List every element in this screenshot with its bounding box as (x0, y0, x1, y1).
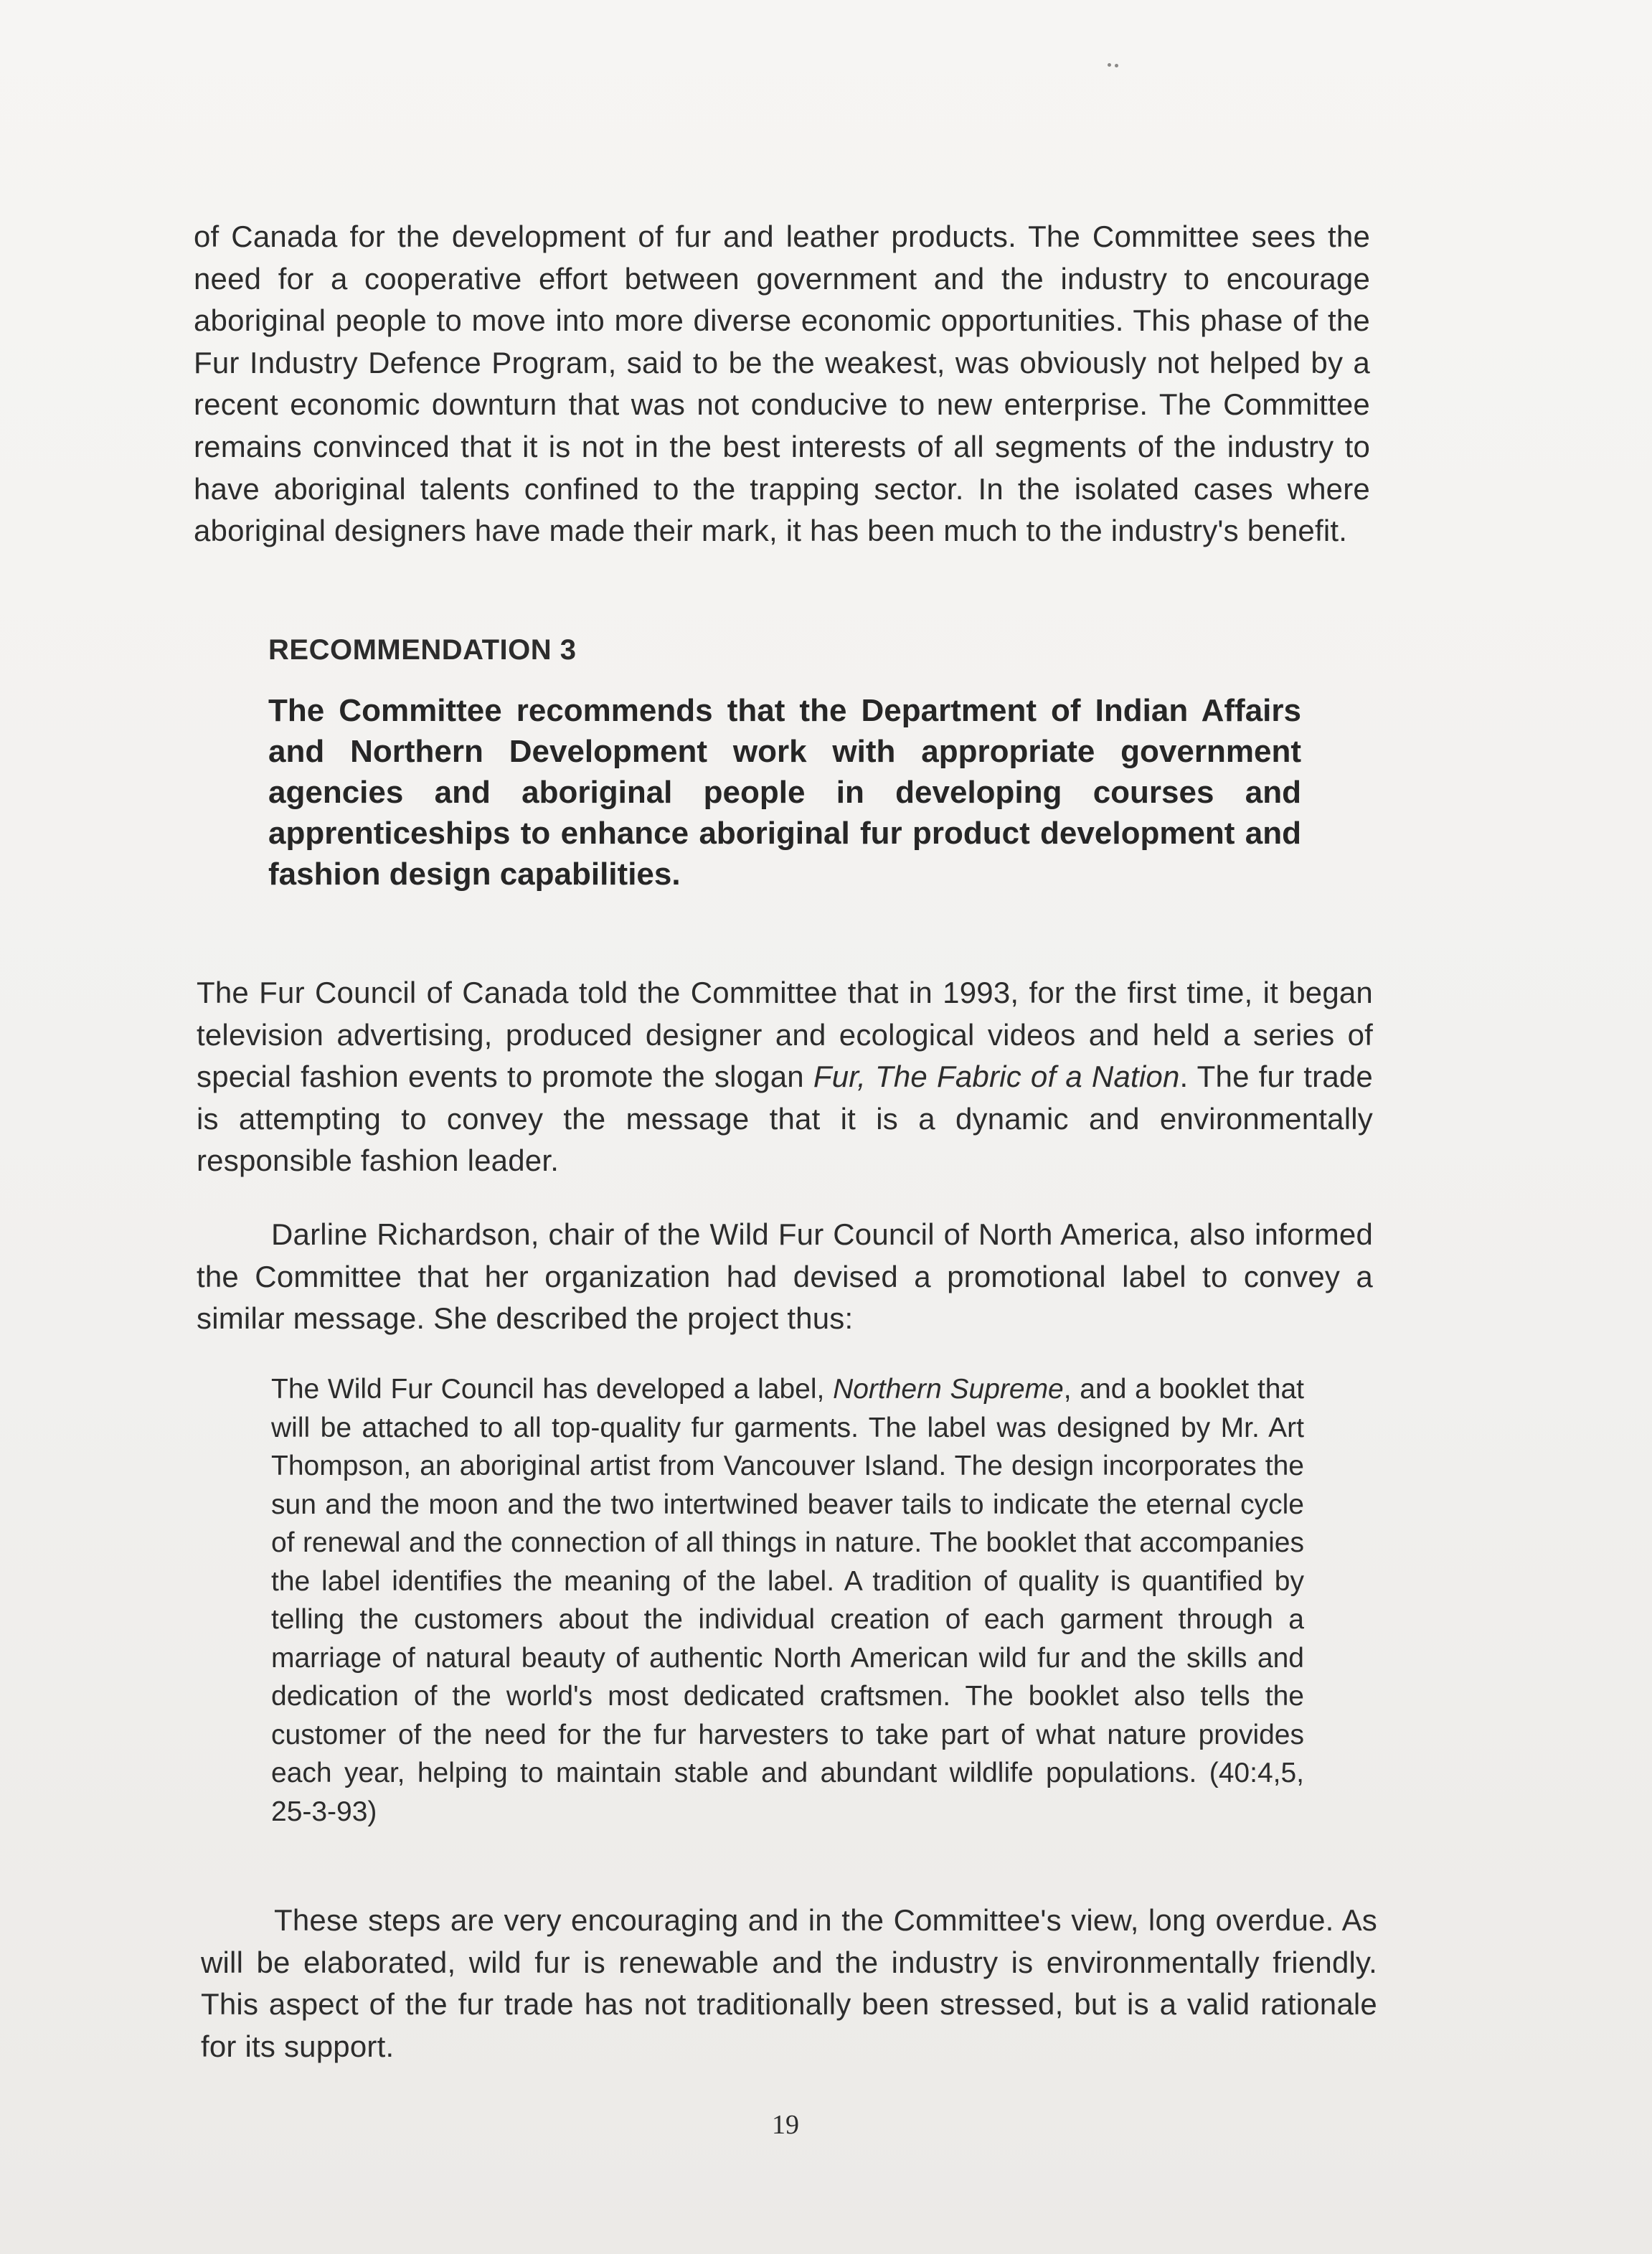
body-paragraph-2 (197, 972, 1373, 1182)
recommendation-text: The Committee recommends that the Department of Indian Affairs and Northern Development work with appropriate government agencies and aboriginal people in developing courses and apprenticeships to enhance aboriginal fur product development and fashion design capabilities. (268, 693, 1301, 892)
quote-text-start: The Wild Fur Council has developed a label, (271, 1374, 834, 1405)
body-paragraph-1: of Canada for the development of fur and leather products. The Committee sees the need for a cooperative effort between government and the industry to encourage aboriginal people to move into more diverse economic opportunities. This phase of the Fur Industry Defence Program, said to be the weakest, was obviously not helped by a recent economic downturn that was not conducive to new enterprise. The Committee remains convinced that it is not in the best interests of all segments of the industry to have aboriginal talents confined to the trapping sector. In the isolated cases where aboriginal designers have made their mark, it has been much to the industry's benefit. (194, 220, 1370, 548)
quote-text-end: , and a booklet that will be attached to all top-quality fur garments. The label was designed by Mr. Art Thompson, an aboriginal artist from Vancouver Island. The design incorporates the sun and the moon and the two intertwined beaver tails to indicate the eternal cycle of renewal and the connection of all things in nature. The booklet that accompanies the label identifies the meaning of the label. A tradition of quality is quantified by telling the customers about the individual creation of each garment through a marriage of natural beauty of authentic North American wild fur and the skills and dedication of the world's most dedicated craftsmen. The booklet also tells the customer of the need for the fur harvesters to take part of what nature provides each year, helping to maintain stable and abundant wildlife populations. (40:4,5, 25-3-93) (271, 1374, 1305, 1827)
page-number: 19 (772, 2110, 799, 2140)
scan-speck (1115, 64, 1118, 67)
paragraph-2-text-end: . The fur trade is attempting to convey the message that it is a dynamic and environmentally responsible fashion leader. (197, 1060, 1373, 1178)
scan-specks (1108, 62, 1125, 69)
body-paragraph-3: Darline Richardson, chair of the Wild Fur Council of North America, also informed the Committee that her organization had devised a promotional label to convey a similar message. She described the project thus: (197, 1217, 1373, 1336)
label-name: Northern Supreme (833, 1374, 1064, 1405)
slogan: Fur, The Fabric of a Nation (813, 1060, 1180, 1094)
recommendation-heading: RECOMMENDATION 3 (268, 634, 577, 666)
paragraph-2-text-start: The Fur Council of Canada told the Committee that in 1993, for the first time, it began television advertising, produced designer and ecological videos and held a series of special fashion events to promote the slogan (197, 976, 1373, 1094)
body-paragraph-4: These steps are very encouraging and in the Committee's view, long overdue. As will be elaborated, wild fur is renewable and the industry is environmentally friendly. This aspect of the fur trade has not traditionally been stressed, but is a valid rationale for its support. (201, 1903, 1377, 2063)
scan-speck (1108, 63, 1111, 67)
testimony-quote (271, 1370, 1304, 1831)
